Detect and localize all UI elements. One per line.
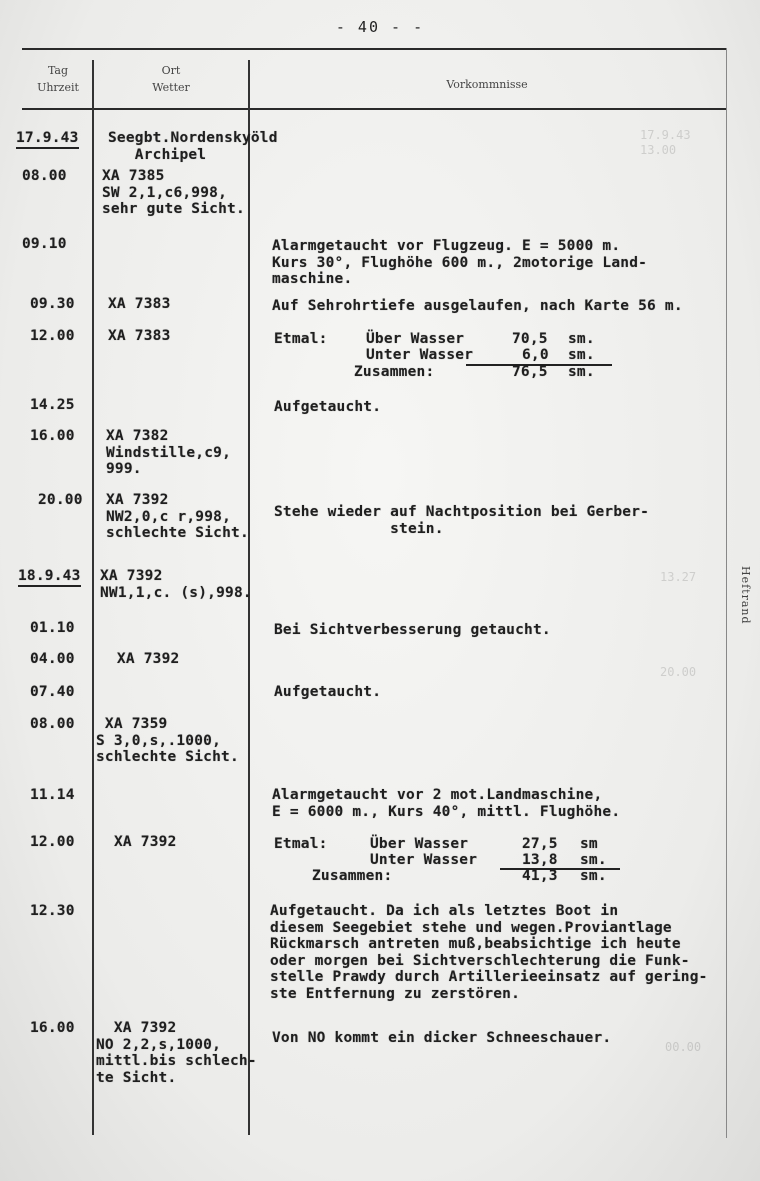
bleed-through: 17.9.43 13.00 (640, 128, 691, 157)
entry-event: Alarmgetaucht vor Flugzeug. E = 5000 m. Kurs 30°, Flughöhe 600 m., 2motorige Land- maschine. (272, 238, 648, 287)
entry-time: 09.30 (30, 296, 75, 312)
header-col2 (96, 62, 246, 96)
etmal-label: Etmal: (274, 836, 328, 852)
bleed-through (280, 145, 540, 160)
entry-event: Alarmgetaucht vor 2 mot.Landmaschine, E = 6000 m., Kurs 40°, mittl. Flughöhe. (272, 787, 621, 820)
etmal-total-label: Zusammen: (354, 364, 435, 380)
entry-time: 17.9.43 (16, 130, 79, 147)
entry-event: Auf Sehrohrtiefe ausgelaufen, nach Karte 56 m. (272, 298, 683, 314)
entry-event: Aufgetaucht. (274, 399, 382, 415)
entry-place: XA 7392 NO 2,2,s,1000, mittl.bis schlech- te Sicht. (96, 1020, 257, 1086)
table-right-rule (726, 48, 727, 1138)
margin-label: Heftrand (739, 566, 752, 625)
header-bottom-rule (22, 108, 726, 110)
bleed-through: 20.00 (660, 665, 697, 679)
etmal-total-value: 41,3 (522, 868, 558, 884)
etmal-under-value: 6,0 (522, 347, 549, 363)
etmal-under-label: Unter Wasser (366, 347, 474, 363)
entry-event: Bei Sichtverbesserung getaucht. (274, 622, 551, 638)
entry-place: XA 7392 (108, 651, 180, 667)
etmal-unit: sm. (568, 347, 595, 363)
header-tag: Tag (47, 64, 69, 77)
entry-place: XA 7382 Windstille,c9, 999. (106, 428, 232, 477)
entry-time: 16.00 (30, 428, 75, 444)
entry-place: XA 7392 NW2,0,c r,998, schlechte Sicht. (106, 492, 249, 541)
entry-time: 12.30 (30, 903, 75, 919)
entry-place: XA 7392 NW1,1,c. (s),998. (100, 568, 252, 601)
header-ort: Ort (161, 64, 181, 77)
entry-event: Stehe wieder auf Nachtposition bei Gerber- stein. (274, 504, 650, 537)
header-col1 (28, 62, 88, 96)
bleed-through: 13.27 (660, 570, 697, 584)
entry-time: 11.14 (30, 787, 75, 803)
header-wetter: Wetter (152, 81, 190, 94)
entry-time: 04.00 (30, 651, 75, 667)
etmal-over-value: 70,5 (512, 331, 548, 347)
etmal-label: Etmal: (274, 331, 328, 347)
etmal-unit: sm. (580, 852, 607, 868)
page-number: - 40 - - (335, 18, 425, 36)
entry-event: Von NO kommt ein dicker Schneeschauer. (272, 1030, 612, 1046)
entry-time: 12.00 (30, 834, 75, 850)
bleed-through: 00.00 (665, 1040, 702, 1054)
entry-place: Seegbt.Nordenskyöld Archipel (108, 130, 278, 163)
entry-time: 07.40 (30, 684, 75, 700)
entry-time: 08.00 (30, 716, 75, 732)
etmal-unit: sm. (568, 331, 595, 347)
column-divider-1 (92, 60, 94, 1135)
entry-time: 01.10 (30, 620, 75, 636)
etmal-total-label: Zusammen: (312, 868, 393, 884)
table-top-rule (22, 48, 726, 50)
entry-time: 20.00 (38, 492, 83, 508)
entry-event: Aufgetaucht. Da ich als letztes Boot in diesem Seegebiet stehe und wegen.Proviantlage Rückmarsch antreten muß,beabsichtige ich heute oder morgen bei Sichtverschlechterung die Funk- stelle Prawdy durch Artillerieeinsatz auf gering- ste Entfernung zu zerstören. (270, 903, 708, 1002)
entry-time: 18.9.43 (18, 568, 81, 585)
etmal-over-label: Über Wasser (366, 331, 465, 347)
entry-time: 09.10 (22, 236, 67, 252)
entry-place: XA 7392 (114, 834, 177, 850)
etmal-over-label: Über Wasser (370, 836, 469, 852)
etmal-unit: sm (580, 836, 598, 852)
entry-place: XA 7385 SW 2,1,c6,998, sehr gute Sicht. (102, 168, 245, 217)
entry-place: XA 7383 (108, 296, 171, 312)
entry-time: 14.25 (30, 397, 75, 413)
entry-event: Aufgetaucht. (274, 684, 382, 700)
entry-time: 12.00 (30, 328, 75, 344)
entry-time: 08.00 (22, 168, 67, 184)
etmal-unit: sm. (580, 868, 607, 884)
header-uhrzeit: Uhrzeit (37, 81, 79, 94)
etmal-total-value: 76,5 (512, 364, 548, 380)
etmal-over-value: 27,5 (522, 836, 558, 852)
entry-time: 16.00 (30, 1020, 75, 1036)
etmal-under-label: Unter Wasser (370, 852, 478, 868)
entry-place: XA 7383 (108, 328, 171, 344)
entry-place: XA 7359 S 3,0,s,.1000, schlechte Sicht. (96, 716, 239, 765)
etmal-unit: sm. (568, 364, 595, 380)
header-vorkommnisse: Vorkommnisse (446, 78, 528, 91)
etmal-under-value: 13,8 (522, 852, 558, 868)
